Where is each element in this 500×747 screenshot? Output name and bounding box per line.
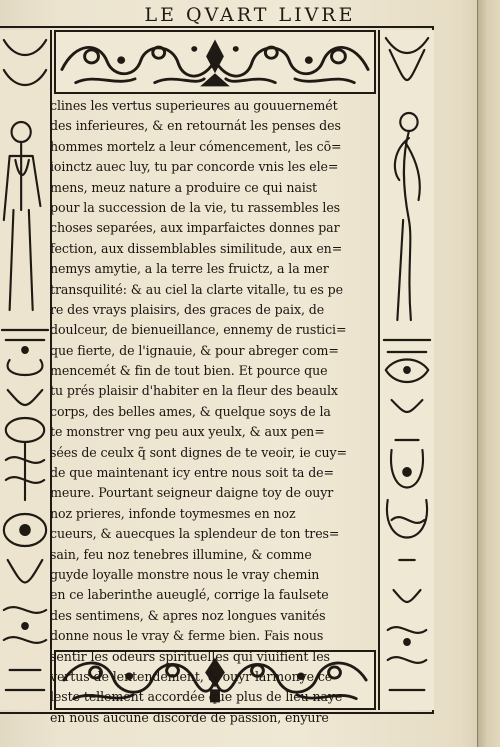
running-head: LE QVART LIVRE <box>144 4 356 26</box>
next-page-edge <box>477 0 500 747</box>
body-text <box>50 96 376 725</box>
left-border-figure-ornament <box>0 30 52 710</box>
text-line: tu prés plaisir d'habiter en la fleur des beaulx <box>50 383 338 399</box>
top-arabesque-ornament <box>54 30 376 94</box>
text-line: des sentimens, & apres noz longues vanités <box>50 607 326 623</box>
text-line: donne nous le vray & ferme bien. Fais nous <box>50 628 324 644</box>
right-border-figure-ornament <box>378 30 434 710</box>
text-line: pour la succession de la vie, tu rassembles les <box>50 199 341 215</box>
text-line: meure. Pourtant seigneur daigne toy de ouyr <box>50 485 334 501</box>
text-line: leste tellement accordée que plus de lieu naye <box>50 689 343 705</box>
text-line: en ce laberinthe aueuglé, corrige la faulsete <box>50 587 329 603</box>
text-line: vertus de lentendement, & ouyr larmonye ce <box>50 668 333 684</box>
text-line: cueurs, & auecques la splendeur de ton tres= <box>50 526 340 542</box>
text-line: sentir les odeurs spirituelles qui viuifient les <box>50 648 330 664</box>
text-line: clines les vertus superieures au gouuernemét <box>50 98 338 113</box>
text-line: nemys amytie, a la terre les fruictz, a la mer <box>50 261 329 277</box>
text-line: choses separées, aux imparfaictes donnes par <box>50 220 340 236</box>
text-line: transquilité: & au ciel la clarte vitalle, tu es pe <box>50 281 343 297</box>
text-line: mens, meuz nature a produire ce qui naist <box>50 179 318 195</box>
text-line: mencemét & fin de tout bien. Et pource que <box>50 363 328 379</box>
text-line: que fierte, de l'ignauie, & pour abreger com= <box>50 342 339 358</box>
text-line: doulceur, de bienueillance, ennemy de rustici= <box>50 322 347 338</box>
text-line: guyde loyalle monstre nous le vray chemin <box>50 566 320 582</box>
text-line: ioinctz auec luy, tu par concorde vnis les ele= <box>50 159 339 175</box>
text-line: fection, aux dissemblables similitude, aux en= <box>50 240 343 256</box>
text-line: en nous aucune discorde de passion, enyure <box>50 709 329 725</box>
text-line: sain, feu noz tenebres illumine, & comme <box>50 546 312 562</box>
text-line: des inferieures, & en retournát les penses des <box>50 118 341 134</box>
text-line: te monstrer vng peu aux yeulx, & aux pen= <box>50 424 325 440</box>
text-line: sées de ceulx q̃ sont dignes de te veoir, ie cuy= <box>50 444 347 460</box>
text-line: hommes mortelz a leur cómencement, les cõ= <box>50 138 342 154</box>
text-line: de que maintenant icy entre nous soit ta de= <box>50 465 334 481</box>
text-line: corps, des belles ames, & quelque soys de la <box>50 403 331 419</box>
text-line: re des vrays plaisirs, des graces de paix, de <box>50 301 325 317</box>
text-line: noz prieres, infonde toymesmes en noz <box>50 505 296 521</box>
